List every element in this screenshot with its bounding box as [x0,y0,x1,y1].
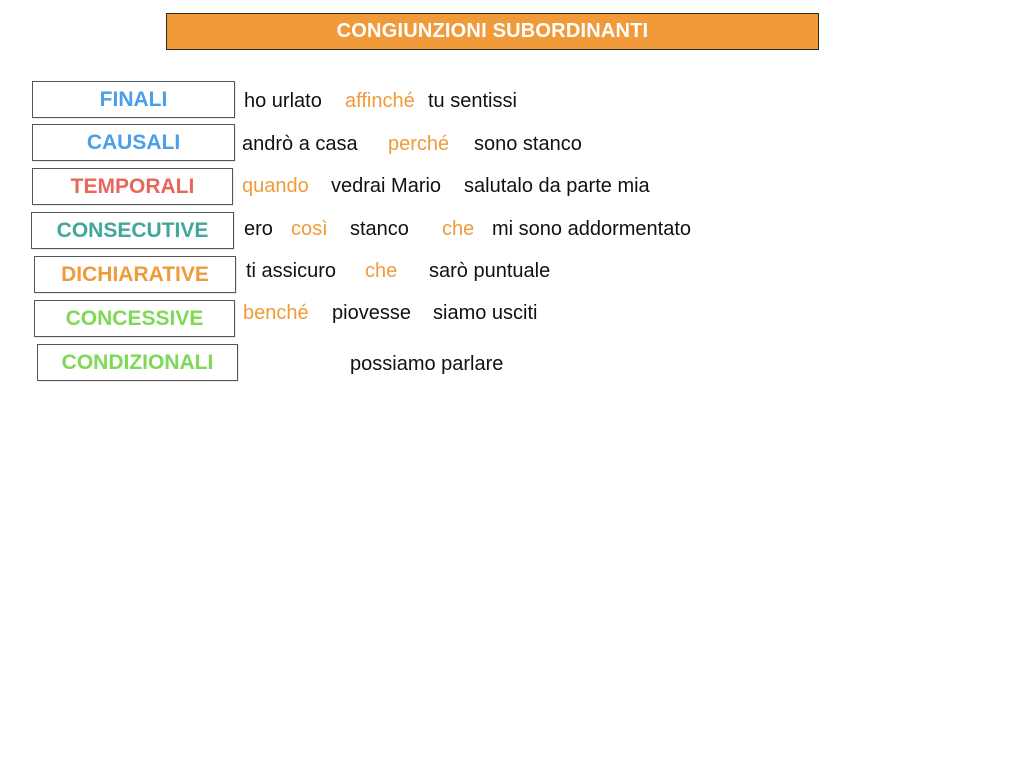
conjunction-word: benché [243,302,309,324]
conjunction-word: così [291,218,328,240]
phrase-word: mi sono addormentato [492,218,692,240]
phrase-word: ti assicuro [246,260,337,282]
phrase-word: siamo usciti [433,302,538,324]
page-title: CONGIUNZIONI SUBORDINANTI [166,13,819,50]
conjunction-word: affinché [345,90,415,112]
conjunction-word: quando [242,175,309,197]
conjunction-word: che [365,260,398,282]
phrase-word: andrò a casa [242,133,358,155]
phrase-word: stanco [350,218,409,240]
phrase-word: ho urlato [244,90,322,112]
category-label-consecutive: CONSECUTIVE [31,212,234,249]
phrase-word: sono stanco [474,133,582,155]
phrase-word: piovesse [332,302,411,324]
conjunction-word: che [442,218,475,240]
phrase-word: sarò puntuale [429,260,551,282]
category-label-condizionali: CONDIZIONALI [37,344,238,381]
category-label-concessive: CONCESSIVE [34,300,235,337]
phrase-word: possiamo parlare [350,353,504,375]
category-label-causali: CAUSALI [32,124,235,161]
phrase-word: vedrai Mario [331,175,442,197]
category-label-temporali: TEMPORALI [32,168,233,205]
phrase-word: tu sentissi [428,90,517,112]
phrase-word: salutalo da parte mia [464,175,650,197]
category-label-finali: FINALI [32,81,235,118]
phrase-word: ero [244,218,273,240]
category-label-dichiarative: DICHIARATIVE [34,256,236,293]
conjunction-word: perché [388,133,450,155]
